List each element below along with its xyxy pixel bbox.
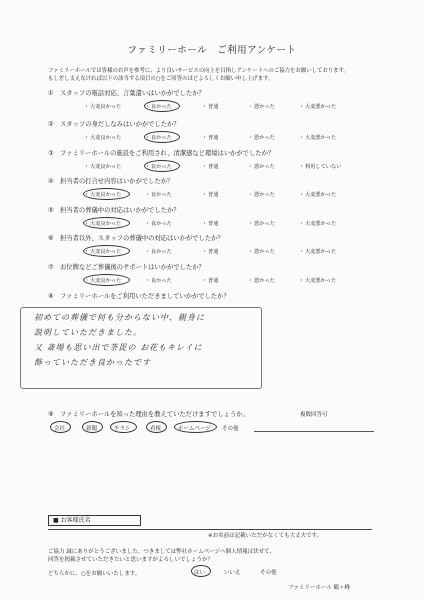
selected-circle-mark	[82, 421, 103, 433]
survey-title: ファミリーホール ご利用アンケート	[127, 45, 297, 56]
answer-option[interactable]: 普通	[208, 164, 219, 170]
answer-option[interactable]: 大変良かった	[90, 221, 122, 227]
bullet-dot: ・	[248, 278, 254, 284]
answer-option[interactable]: 大変良かった	[90, 278, 122, 284]
answer-options-4	[48, 191, 388, 201]
consent-option[interactable]: はい	[194, 570, 206, 576]
selected-circle-mark	[50, 421, 71, 433]
bullet-dot: ・	[248, 192, 254, 198]
consent-option[interactable]: いいえ	[224, 570, 241, 576]
answer-option[interactable]: 普通	[208, 249, 219, 255]
answer-option[interactable]: 悪かった	[254, 164, 275, 170]
comment-line-1: 初めての葬儀で何も分からない中、親身に	[34, 313, 205, 322]
bullet-dot: ・	[248, 104, 254, 110]
bullet-dot: ・	[145, 221, 151, 227]
question-8: ⑧ ファミリーホールをご利用いただきましていかがでしたか？	[48, 293, 230, 300]
answer-option[interactable]: 大変良かった	[90, 192, 122, 198]
comment-line-2: 説明していただきました。	[34, 328, 142, 337]
bullet-dot: ・	[248, 221, 254, 227]
bullet-dot: ・	[299, 278, 305, 284]
answer-option[interactable]: 大変悪かった	[305, 104, 337, 110]
answer-options-5	[48, 220, 388, 230]
answer-option[interactable]: 大変良かった	[90, 135, 122, 141]
question-9: ⑨ ファミリーホールを知った理由を教えていただけますでしょうか。	[48, 411, 249, 418]
answer-option[interactable]: 普通	[208, 104, 219, 110]
answer-option[interactable]: 大変悪かった	[305, 278, 337, 284]
answer-option[interactable]: 良かった	[151, 104, 172, 110]
reason-option[interactable]: 新聞	[86, 426, 98, 432]
reason-option[interactable]: その他	[222, 426, 239, 432]
bullet-dot: ・	[202, 135, 208, 141]
answer-option[interactable]: 普通	[208, 135, 219, 141]
bullet-dot: ・	[202, 278, 208, 284]
answer-option[interactable]: 良かった	[151, 221, 172, 227]
question-5: ⑤ 担当者の葬儀中の対応はいかがでしたか？	[48, 207, 180, 214]
question-4: ④ 担当者の打合せ内容はいかがでしたか？	[48, 178, 174, 185]
name-line[interactable]	[48, 529, 372, 530]
bullet-dot: ・	[145, 278, 151, 284]
bullet-dot: ・	[299, 192, 305, 198]
question-1: ① スタッフの電話対応、言葉遣いはいかがでしたか？	[48, 90, 205, 97]
answer-option[interactable]: 普通	[208, 221, 219, 227]
reason-option[interactable]: ホームページ	[178, 426, 211, 432]
selected-circle-mark	[83, 245, 130, 257]
bullet-dot: ・	[299, 135, 305, 141]
selected-circle-mark	[83, 217, 130, 229]
answer-option[interactable]: 良かった	[151, 192, 172, 198]
bullet-dot: ・	[202, 221, 208, 227]
question-6: ⑥ 担当者以外、スタッフの葬儀中の対応はいかがでしたか？	[48, 235, 224, 242]
bullet-dot: ・	[202, 192, 208, 198]
bullet-dot: ・	[84, 278, 90, 284]
selected-circle-mark	[83, 274, 130, 286]
name-label: ■ お客様氏名	[48, 515, 141, 526]
answer-option[interactable]: 良かった	[151, 249, 172, 255]
comment-line-4: 飾っていただき良かったです	[34, 358, 151, 367]
selected-circle-mark	[146, 421, 167, 433]
closing-line-1: ご協力 誠にありがとうございました。つきましては弊社ホームページへ個人情報は伏せて、	[48, 549, 276, 555]
question-3: ③ ファミリーホールの施設をご利用され、清潔感など環境はいかがでしたか？	[48, 150, 275, 157]
bullet-dot: ・	[145, 164, 151, 170]
bullet-dot: ・	[248, 249, 254, 255]
footer-hall-name: ファミリーホール 鶴ヶ峰	[288, 585, 351, 591]
bullet-dot: ・	[202, 164, 208, 170]
bullet-dot: ・	[299, 164, 305, 170]
answer-option[interactable]: 悪かった	[254, 249, 275, 255]
consent-options	[190, 568, 360, 578]
selected-circle-mark	[144, 160, 180, 172]
selected-circle-mark	[144, 131, 180, 143]
selected-circle-mark	[144, 100, 180, 112]
answer-options-2	[48, 134, 388, 144]
bullet-dot: ・	[84, 249, 90, 255]
reason-option[interactable]: 看板	[150, 426, 162, 432]
reason-option[interactable]: チラシ	[114, 426, 131, 432]
answer-option[interactable]: 大変悪かった	[305, 249, 337, 255]
answer-option[interactable]: 大変良かった	[90, 249, 122, 255]
answer-option[interactable]: 大変悪かった	[305, 192, 337, 198]
bullet-dot: ・	[145, 249, 151, 255]
answer-option[interactable]: 悪かった	[254, 135, 275, 141]
answer-option[interactable]: 悪かった	[254, 192, 275, 198]
bullet-dot: ・	[84, 104, 90, 110]
bullet-dot: ・	[145, 135, 151, 141]
consent-prompt: どちらかに、○をお願いいたします。	[48, 571, 141, 577]
bullet-dot: ・	[299, 104, 305, 110]
bullet-dot: ・	[299, 249, 305, 255]
answer-options-6	[48, 248, 388, 258]
bullet-dot: ・	[299, 221, 305, 227]
bullet-dot: ・	[84, 221, 90, 227]
name-note: ※お名前は記載いただかなくても大丈夫です。	[208, 533, 323, 539]
bullet-dot: ・	[84, 135, 90, 141]
bullet-dot: ・	[202, 104, 208, 110]
answer-option[interactable]: 大変悪かった	[305, 135, 337, 141]
comment-line-3: 又 斎場も思い出で荼毘の お花もキレイに	[34, 343, 203, 352]
answer-option[interactable]: 大変良かった	[90, 104, 122, 110]
selected-circle-mark	[174, 421, 217, 433]
closing-line-2: 回答を掲載させていただきたいと思いますがよろしいでしょうか？	[48, 557, 214, 563]
answer-option[interactable]: 良かった	[151, 135, 172, 141]
selected-circle-mark	[191, 565, 211, 577]
bullet-dot: ・	[145, 104, 151, 110]
answer-options-7	[48, 277, 388, 287]
bullet-dot: ・	[248, 164, 254, 170]
intro-line-1: ファミリーホールでは皆様のお声を参考に、より良いサービスの向上を目指しアンケートへのご協力をお願いしております。	[48, 68, 349, 74]
question-7: ⑦ お位牌などご葬儀後のサポートはいかがでしたか？	[48, 264, 205, 271]
bullet-dot: ・	[84, 164, 90, 170]
answer-option[interactable]: 悪かった	[254, 278, 275, 284]
selected-circle-mark	[110, 421, 137, 433]
other-reason-field[interactable]	[254, 424, 374, 432]
question-2: ② スタッフの身だしなみはいかがでしたか？	[48, 121, 180, 128]
answer-option[interactable]: 普通	[208, 192, 219, 198]
answer-options-3	[48, 163, 388, 173]
answer-option[interactable]: 大変悪かった	[305, 221, 337, 227]
answer-option[interactable]: 普通	[208, 278, 219, 284]
answer-options-1	[48, 103, 388, 113]
bullet-dot: ・	[84, 192, 90, 198]
multiple-answer-note: 複数回答可	[300, 412, 328, 418]
selected-circle-mark	[83, 188, 130, 200]
q9-options	[48, 424, 378, 436]
answer-option[interactable]: 良かった	[151, 164, 172, 170]
answer-option[interactable]: 良かった	[151, 278, 172, 284]
reason-option[interactable]: 会社	[54, 426, 66, 432]
intro-line-2: もし差し支えなければ以下の該当する項目の○をご回答のほどよろしくお願い申し上げます。	[48, 76, 274, 82]
bullet-dot: ・	[202, 249, 208, 255]
answer-option[interactable]: 利用していない	[305, 164, 342, 170]
answer-option[interactable]: 大変良かった	[90, 164, 122, 170]
bullet-dot: ・	[145, 192, 151, 198]
answer-option[interactable]: 悪かった	[254, 104, 275, 110]
answer-option[interactable]: 悪かった	[254, 221, 275, 227]
consent-option[interactable]: その他	[260, 570, 277, 576]
bullet-dot: ・	[248, 135, 254, 141]
